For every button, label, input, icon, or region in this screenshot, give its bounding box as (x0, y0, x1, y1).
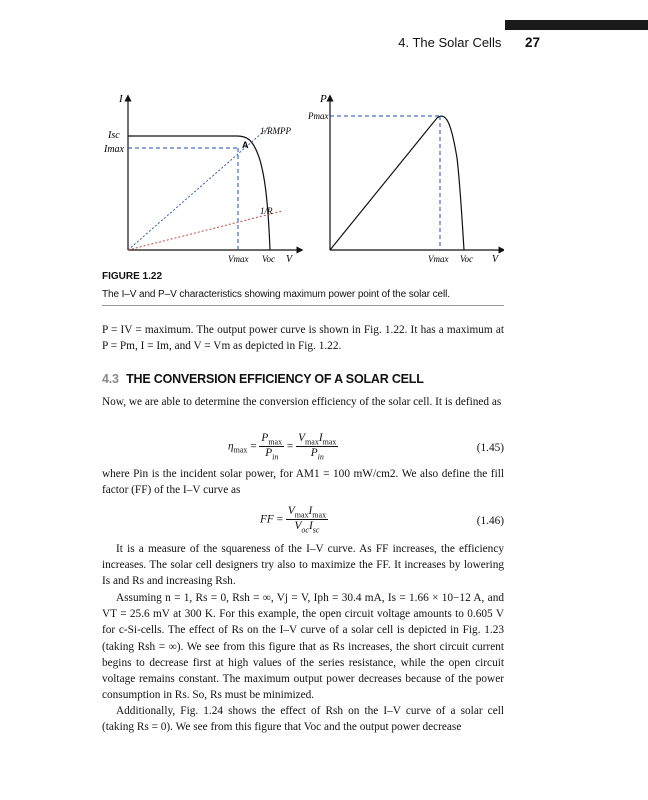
pv-vmax-label: Vmax (428, 254, 449, 264)
page-number: 27 (524, 35, 540, 50)
equation-1 (102, 432, 504, 466)
pmax-label: Pmax (308, 111, 329, 121)
eq2-number: (1.46) (476, 515, 504, 527)
paragraph-5 (102, 590, 504, 703)
point-a-label: A (242, 140, 249, 150)
header-bar (505, 20, 648, 30)
imax-label: Imax (104, 144, 124, 155)
section-number: 4.3 (102, 372, 119, 386)
chapter-title: 4. The Solar Cells (398, 35, 502, 50)
paragraph-1 (102, 322, 504, 354)
section-title: THE CONVERSION EFFICIENCY OF A SOLAR CELL (126, 372, 424, 386)
pv-voc-label: Voc (460, 254, 473, 264)
figure-caption: The I–V and P–V characteristics showing maximum power point of the solar cell. (102, 289, 450, 300)
para3-text: where Pin is the incident solar power, for AM1 = 100 mW/cm2. We also define the fill factor (FF) of the I–V curve as (102, 468, 504, 497)
isc-label: Isc (108, 130, 120, 141)
section-heading (102, 372, 424, 386)
para4-text: It is a measure of the squareness of the I–V curve. As FF increases, the efficiency increases. The solar cell designers try also to maximize the FF. It increases by lowering Is and Rs and increasing Rsh. (102, 543, 504, 588)
iv-curve (128, 136, 270, 250)
para6-text: Additionally, Fig. 1.24 shows the effect of Rsh on the I–V curve of a solar cell (taking Rs = 0). We see from this figure that Voc and the output power decrease (102, 705, 504, 734)
paragraph-3 (102, 466, 504, 498)
paragraph-4 (102, 541, 504, 590)
eq1-body: $\eta_{max}$ = $\frac{P_{max}}{P_{in}}$ = $\frac{V_{max}I_{max}}{P_{in}}$ (228, 432, 337, 462)
figure-label: FIGURE 1.22 (102, 271, 163, 282)
pv-curve (330, 116, 464, 250)
pv-y-label: P (320, 93, 327, 105)
iv-y-label: I (119, 93, 123, 105)
running-header (340, 35, 540, 50)
r-line-label: 1/R (260, 206, 273, 216)
figure-iv-pv (102, 88, 504, 268)
pv-x-label: V (492, 254, 499, 265)
mpp-line-label: 1/RMPP (260, 126, 291, 136)
eq2-body: FF = $\frac{V_{max}I_{max}}{V_{oc}I_{sc}}$ (260, 505, 327, 535)
caption-rule (102, 305, 504, 306)
iv-plot (103, 93, 300, 265)
para5-text: Assuming n = 1, Rs = 0, Rsh = ∞, Vj = V, Iph = 30.4 mA, Is = 1.66 × 10−12 A, and VT = 25.6 mV at 300 K. For this example, the open circuit voltage amounts to 0.605 V for c-Si-cells. The effect of Rs on the I–V curve of a solar cell is depicted in Fig. 1.23 (taking Rsh = ∞). We see from this figure that as Rs increases, the short circuit current begins to decrease first at high values of the series resistance, while the open circuit voltage remains constant. The maximum output power decreases because of the power consumption in Rs. So, Rs must be minimized. (102, 592, 504, 702)
iv-x-label: V (286, 254, 293, 265)
pv-plot (307, 93, 502, 265)
iv-vmax-label: Vmax (228, 254, 249, 264)
iv-voc-label: Voc (262, 254, 275, 264)
para2-text: Now, we are able to determine the conversion efficiency of the solar cell. It is defined as (102, 396, 502, 408)
eq1-number: (1.45) (476, 442, 504, 454)
equation-2 (102, 505, 504, 541)
paragraph-2 (102, 394, 504, 410)
paragraph-6 (102, 703, 504, 735)
para1-text: P = IV = maximum. The output power curve is shown in Fig. 1.22. It has a maximum at P = Pm, I = Im, and V = Vm as depicted in Fig. 1.22. (102, 324, 504, 353)
r-load-line (128, 211, 282, 250)
mpp-load-line (128, 126, 270, 250)
